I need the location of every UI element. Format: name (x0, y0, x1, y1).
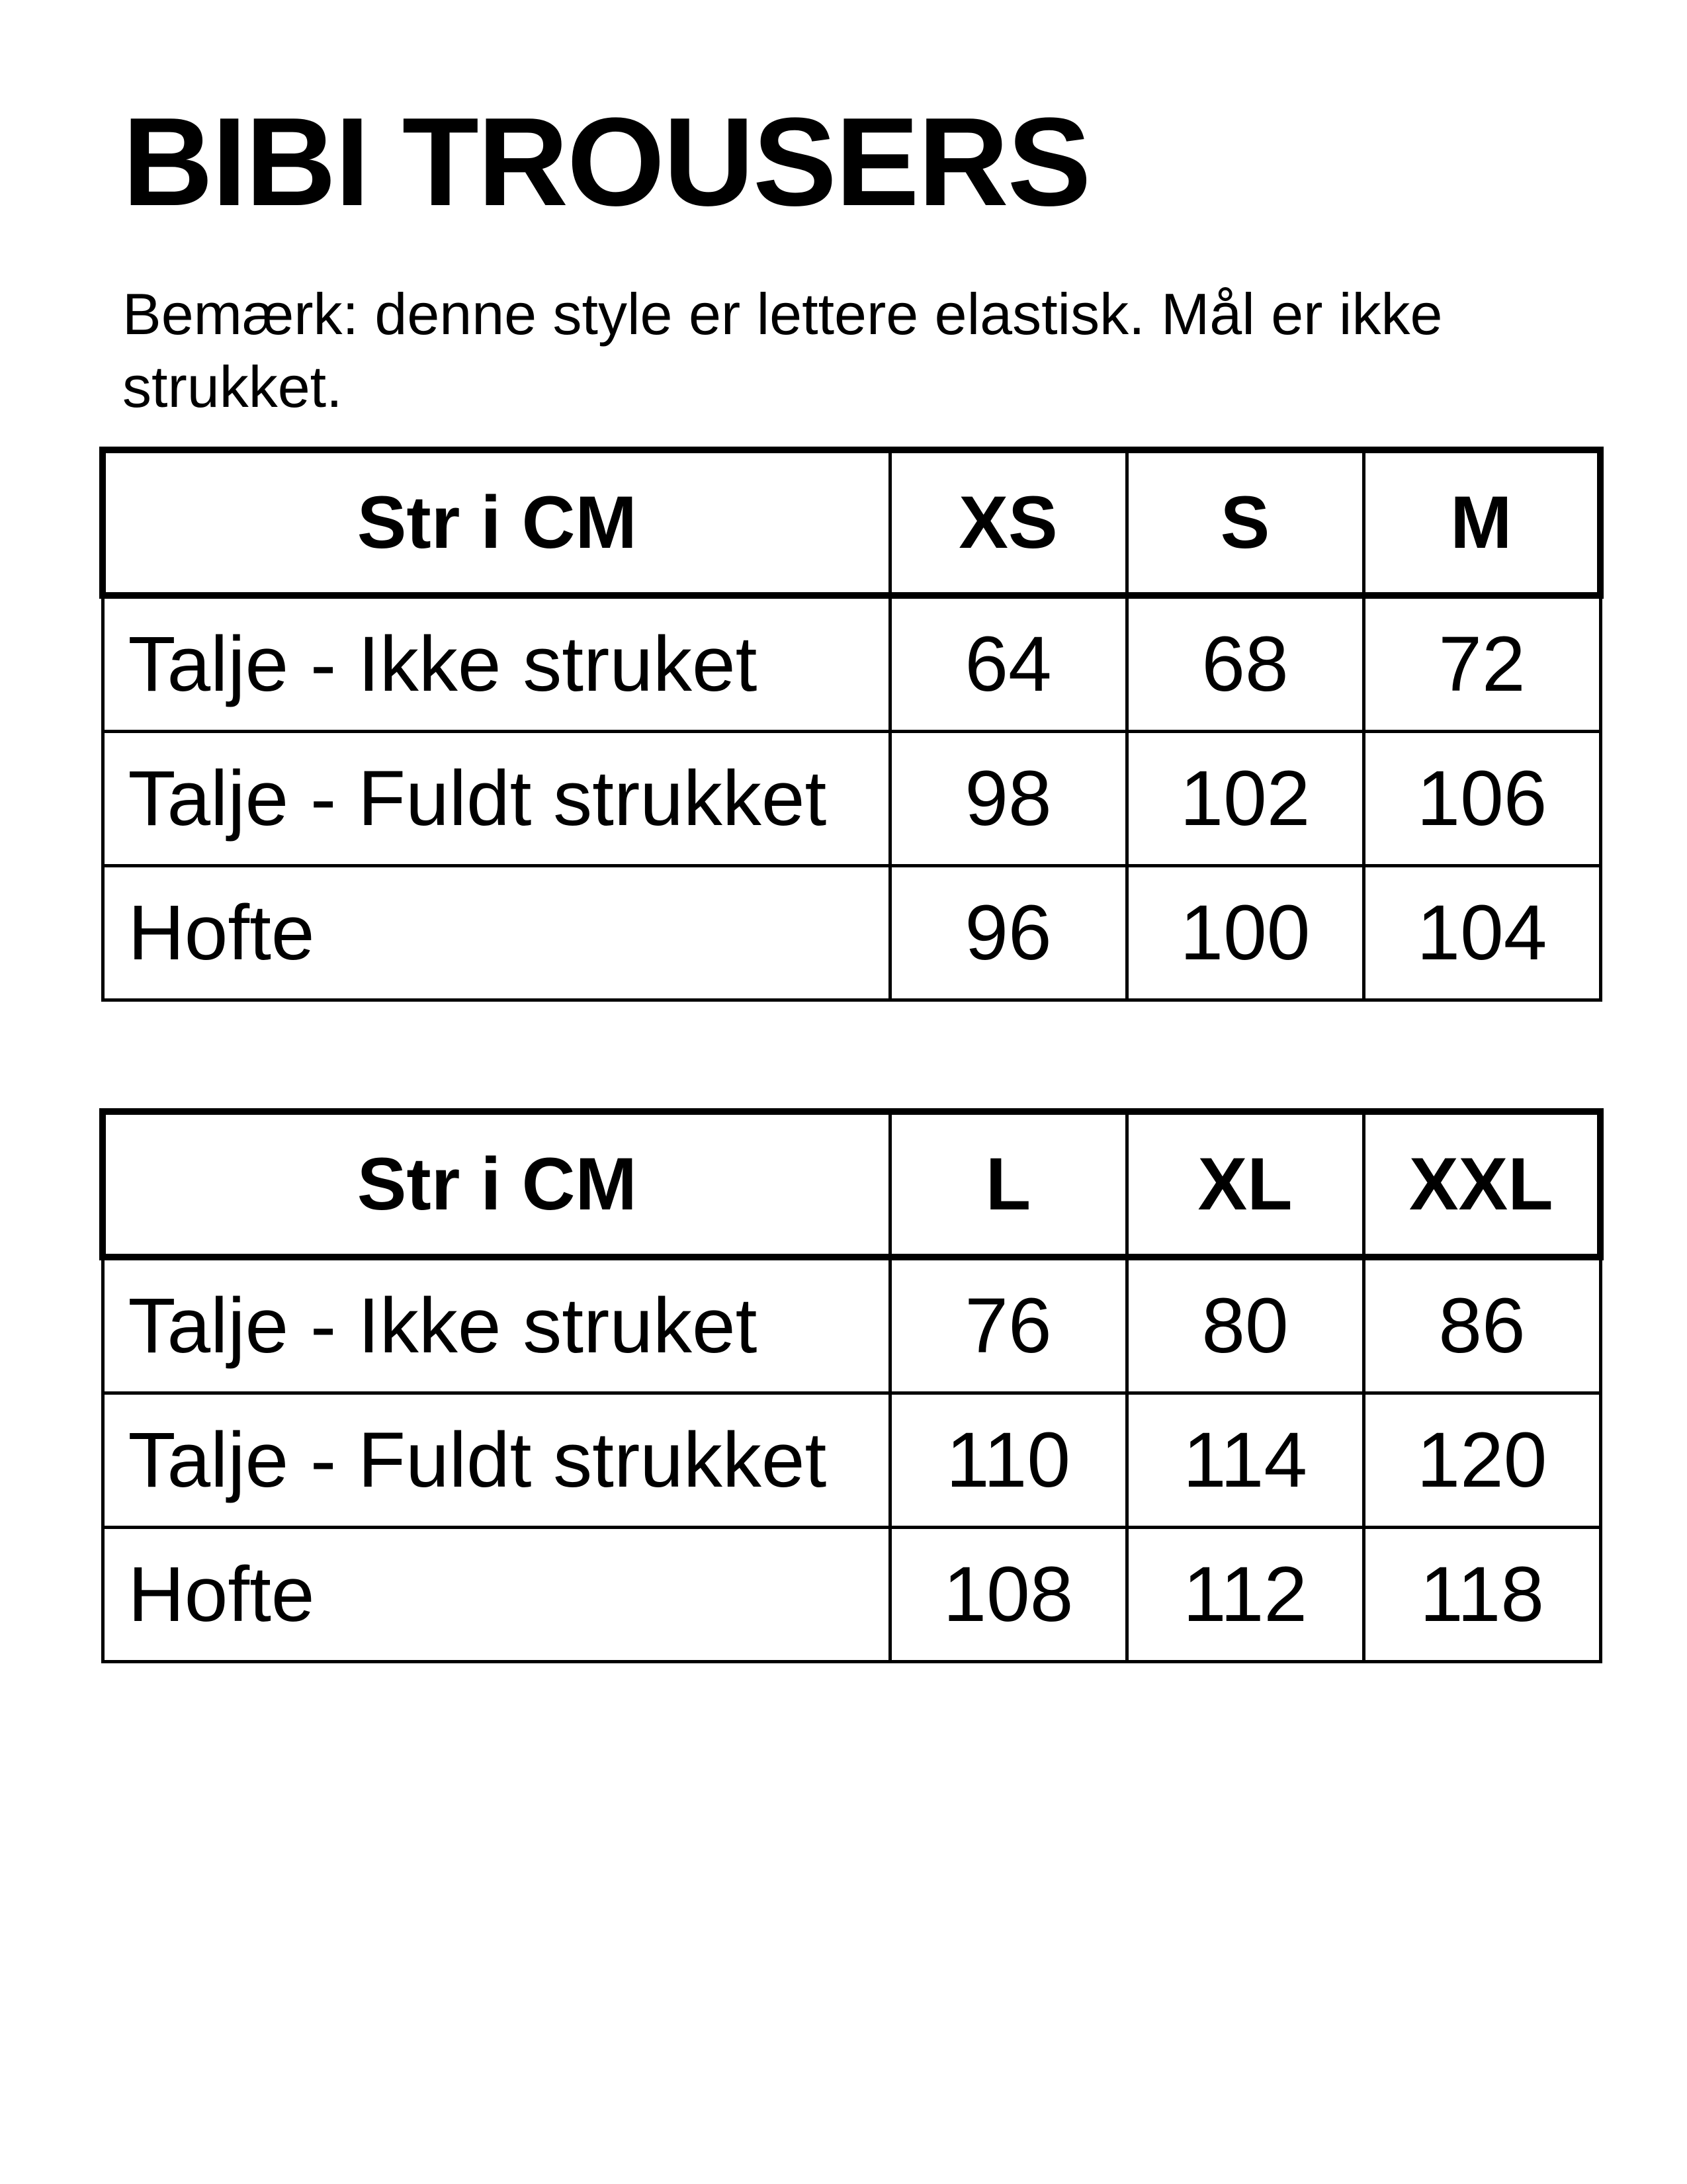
table-cell: 110 (890, 1393, 1127, 1528)
header-cell-size: XS (890, 450, 1127, 595)
size-table-l-xl-xxl (99, 1108, 1604, 1663)
table-cell: 102 (1127, 732, 1363, 866)
table-cell: 96 (890, 866, 1127, 1000)
table-cell: 72 (1363, 595, 1600, 732)
row-label: Hofte (103, 866, 890, 1000)
row-label: Hofte (103, 1528, 890, 1662)
table-header-row (103, 1112, 1600, 1257)
table-row (103, 1528, 1600, 1662)
note-text: Bemærk: denne style er lettere elastisk. Mål er ikke strukket. (122, 281, 1443, 419)
table-cell: 80 (1127, 1257, 1363, 1393)
header-cell-size: XXL (1363, 1112, 1600, 1257)
page-title: BIBI TROUSERS (122, 92, 1090, 232)
header-cell-label: Str i CM (103, 1112, 890, 1257)
table-row (103, 1257, 1600, 1393)
table-cell: 114 (1127, 1393, 1363, 1528)
row-label: Talje - Ikke struket (103, 1257, 890, 1393)
header-cell-label: Str i CM (103, 450, 890, 595)
table-row (103, 732, 1600, 866)
size-table-xs-s-m (99, 447, 1604, 1002)
header-cell-size: S (1127, 450, 1363, 595)
table-row (103, 866, 1600, 1000)
table-row (103, 1393, 1600, 1528)
header-cell-size: L (890, 1112, 1127, 1257)
table-cell: 106 (1363, 732, 1600, 866)
table-cell: 120 (1363, 1393, 1600, 1528)
table-header-row (103, 450, 1600, 595)
table-cell: 64 (890, 595, 1127, 732)
table-cell: 68 (1127, 595, 1363, 732)
row-label: Talje - Ikke struket (103, 595, 890, 732)
row-label: Talje - Fuldt strukket (103, 732, 890, 866)
table-cell: 108 (890, 1528, 1127, 1662)
table-cell: 86 (1363, 1257, 1600, 1393)
table-cell: 100 (1127, 866, 1363, 1000)
table-cell: 98 (890, 732, 1127, 866)
table-cell: 104 (1363, 866, 1600, 1000)
header-cell-size: XL (1127, 1112, 1363, 1257)
table-cell: 118 (1363, 1528, 1600, 1662)
header-cell-size: M (1363, 450, 1600, 595)
table-cell: 112 (1127, 1528, 1363, 1662)
row-label: Talje - Fuldt strukket (103, 1393, 890, 1528)
table-row (103, 595, 1600, 732)
table-cell: 76 (890, 1257, 1127, 1393)
